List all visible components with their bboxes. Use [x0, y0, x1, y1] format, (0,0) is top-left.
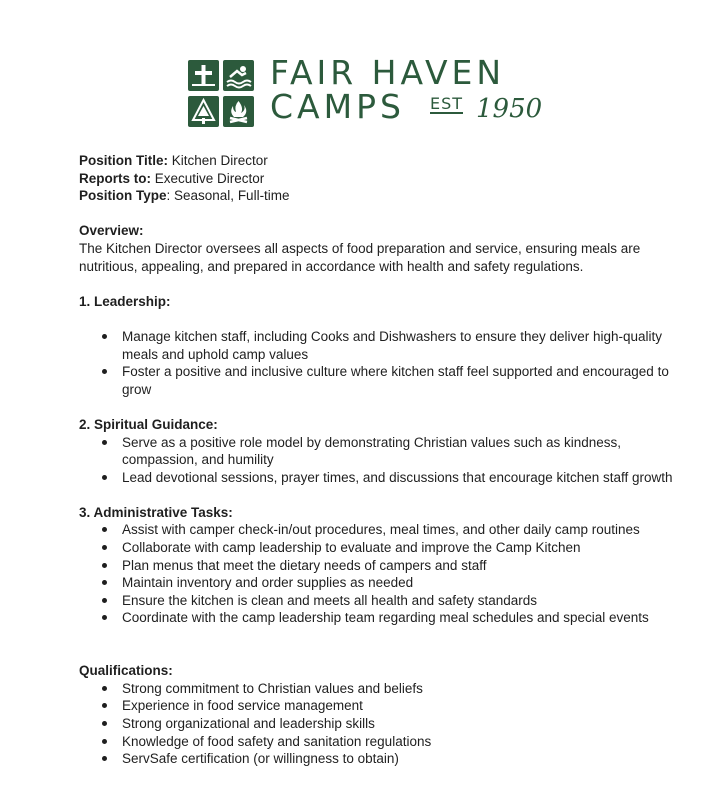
job-description [79, 152, 679, 768]
list-item: Serve as a positive role model by demonstrating Christian values such as kindness, compassion, and humility [79, 434, 679, 469]
fair-haven-logo [188, 53, 543, 128]
list-item: Collaborate with camp leadership to evaluate and improve the Camp Kitchen [79, 539, 679, 557]
list-item: Coordinate with the camp leadership team regarding meal schedules and special events [79, 609, 679, 627]
list-item: Maintain inventory and order supplies as needed [79, 574, 679, 592]
list-item: Foster a positive and inclusive culture where kitchen staff feel supported and encouraged to grow [79, 363, 679, 398]
spiritual-heading: 2. Spiritual Guidance: [79, 416, 218, 432]
logo-icon-grid [188, 60, 254, 128]
list-item: Plan menus that meet the dietary needs of campers and staff [79, 557, 679, 575]
spiritual-list [79, 434, 679, 487]
list-item: Knowledge of food safety and sanitation regulations [79, 733, 679, 751]
list-item: Manage kitchen staff, including Cooks and Dishwashers to ensure they deliver high-quality meals and uphold camp values [79, 328, 679, 363]
campfire-icon [223, 96, 254, 127]
list-item: Assist with camper check-in/out procedures, meal times, and other daily camp routines [79, 521, 679, 539]
overview-heading: Overview: [79, 223, 144, 239]
logo-wordmark [270, 53, 543, 126]
list-item: Lead devotional sessions, prayer times, and discussions that encourage kitchen staff growth [79, 469, 679, 487]
position-title-value: Kitchen Director [168, 153, 268, 168]
cross-icon [188, 60, 219, 91]
reports-to-line [79, 170, 679, 188]
reports-to-value: Executive Director [151, 170, 265, 186]
position-type-line [79, 187, 679, 205]
logo-line1: FAIR HAVEN [270, 53, 506, 92]
logo-est: EST [430, 94, 464, 113]
list-item: Experience in food service management [79, 697, 679, 715]
list-item: Strong commitment to Christian values and beliefs [79, 680, 679, 698]
tree-icon [188, 96, 219, 127]
list-item: Ensure the kitchen is clean and meets all health and safety standards [79, 592, 679, 610]
position-type-value: : Seasonal, Full-time [166, 188, 290, 204]
position-title-line [79, 152, 679, 170]
logo-line2: CAMPS [270, 87, 405, 126]
leadership-list [79, 328, 679, 398]
logo-year: 1950 [476, 94, 543, 124]
position-type-label: Position Type [79, 188, 167, 204]
swimmer-icon [223, 60, 254, 91]
reports-to-label: Reports to: [79, 170, 151, 186]
admin-list [79, 521, 679, 627]
qualifications-heading: Qualifications: [79, 663, 173, 679]
list-item: Strong organizational and leadership skills [79, 715, 679, 733]
list-item: ServSafe certification (or willingness to obtain) [79, 750, 679, 768]
leadership-heading: 1. Leadership: [79, 293, 171, 309]
admin-heading: 3. Administrative Tasks: [79, 504, 233, 520]
overview-text: The Kitchen Director oversees all aspects of food preparation and service, ensuring meals are nutritious, appealing, and prepared in accordance with health and safety regulations. [79, 240, 641, 274]
position-title-label: Position Title: [79, 153, 169, 168]
qualifications-list [79, 680, 679, 768]
